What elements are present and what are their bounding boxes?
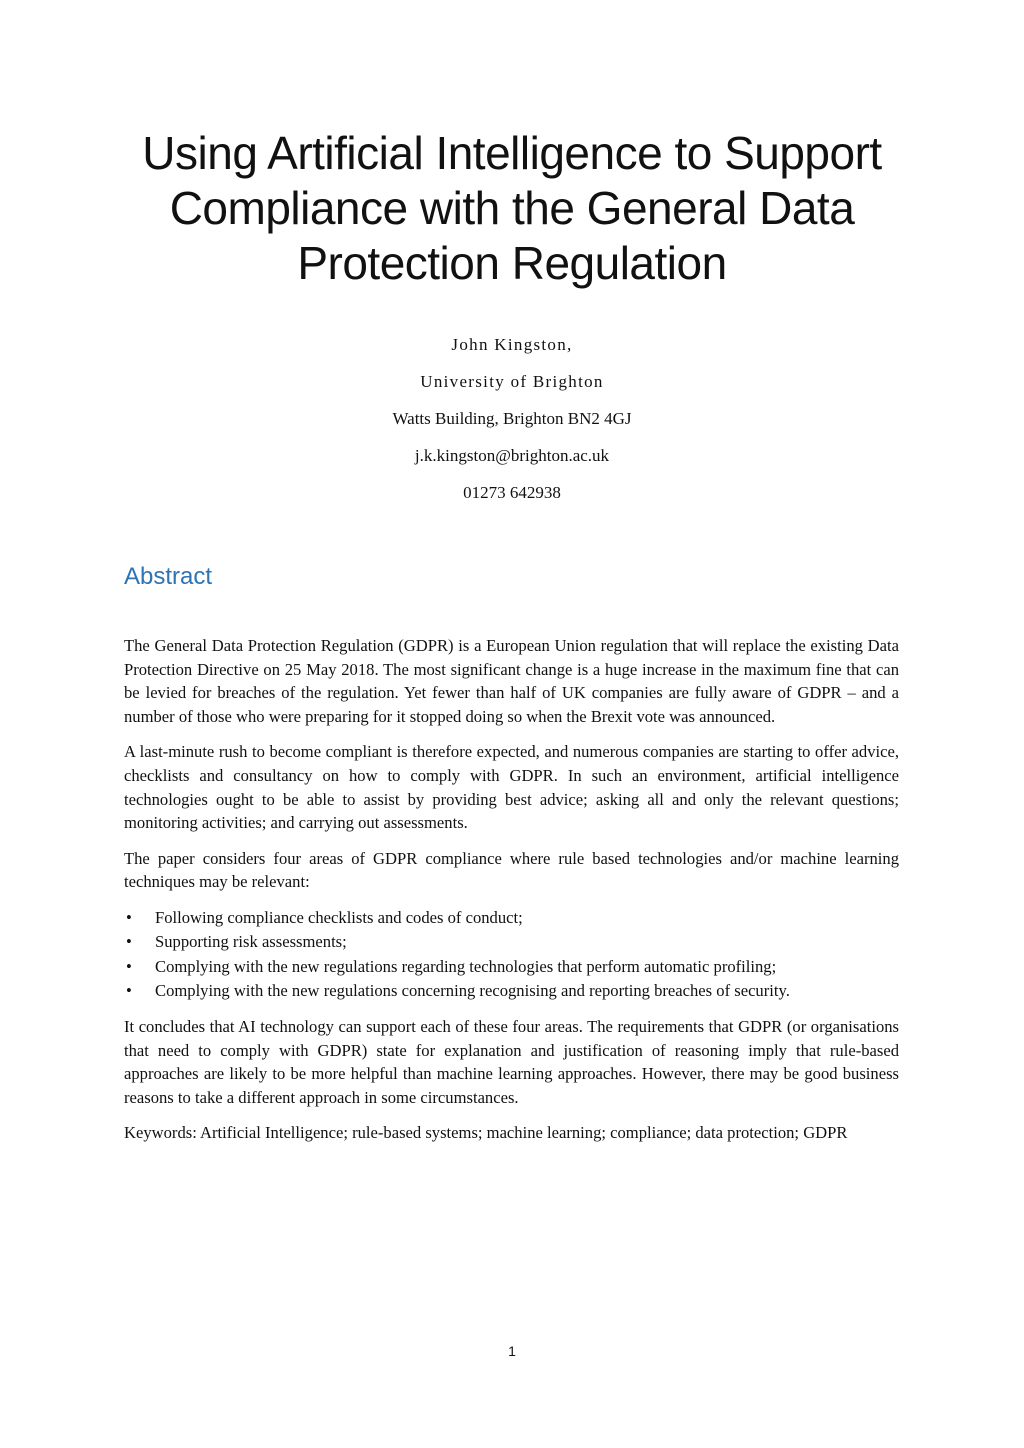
author-phone: 01273 642938: [463, 483, 561, 502]
list-item-text: Complying with the new regulations regarding technologies that perform automatic profiling;: [155, 956, 777, 976]
page-number: 1: [508, 1343, 516, 1359]
abstract-paragraph: The paper considers four areas of GDPR compliance where rule based technologies and/or machine learning techniques may be relevant:: [124, 848, 899, 892]
list-item-text: Following compliance checklists and codes of conduct;: [155, 907, 523, 927]
paper-title: [100, 126, 924, 291]
bullet-icon: •: [126, 981, 132, 1001]
abstract-paragraph: The General Data Protection Regulation (GDPR) is a European Union regulation that will replace the existing Data Protection Directive on 25 May 2018. The most significant change is a huge increase in the maximum fine that can be levied for breaches of the regulation. Yet fewer than half of UK companies are fully aware of GDPR – and a number of those who were preparing for it stopped doing so when the Brexit vote was announced.: [124, 636, 899, 726]
conclusion-paragraph: It concludes that AI technology can support each of these four areas. The requirements that GDPR (or organisations that need to comply with GDPR) state for explanation and justification of reasoning imply that rule-based approaches are likely to be more helpful than machine learning approaches. However, there may be good business reasons to take a different approach in some circumstances.: [124, 1016, 899, 1107]
bullet-icon: •: [126, 932, 132, 952]
abstract-paragraph: A last-minute rush to become compliant is therefore expected, and numerous companies are starting to offer advice, checklists and consultancy on how to comply with GDPR. In such an environment, artificial intelligence technologies ought to be able to assist by providing best advice; asking all and only the relevant questions; monitoring activities; and carrying out assessments.: [124, 742, 899, 833]
abstract-heading: Abstract: [124, 563, 213, 590]
list-item: [124, 979, 899, 1004]
author-address: Watts Building, Brighton BN2 4GJ: [392, 409, 632, 428]
bullet-icon: •: [126, 907, 132, 927]
author-name: John Kingston,: [451, 335, 573, 354]
title-line: Protection Regulation: [297, 237, 727, 289]
list-item: [124, 906, 899, 931]
bullet-list: [124, 906, 899, 1004]
author-block: [100, 333, 924, 518]
keywords: Keywords: Artificial Intelligence; rule-based systems; machine learning; compliance; data protection; GDPR: [124, 1123, 848, 1143]
author-email: j.k.kingston@brighton.ac.uk: [414, 446, 610, 465]
abstract-body: [124, 634, 899, 1157]
list-item: [124, 955, 899, 980]
title-line: Using Artificial Intelligence to Support: [142, 127, 882, 179]
list-item-text: Complying with the new regulations concerning recognising and reporting breaches of security.: [155, 981, 790, 1001]
list-item-text: Supporting risk assessments;: [155, 932, 347, 952]
title-line: Compliance with the General Data: [169, 182, 855, 234]
author-affiliation: University of Brighton: [420, 372, 604, 391]
bullet-icon: •: [126, 956, 132, 976]
list-item: [124, 930, 899, 955]
